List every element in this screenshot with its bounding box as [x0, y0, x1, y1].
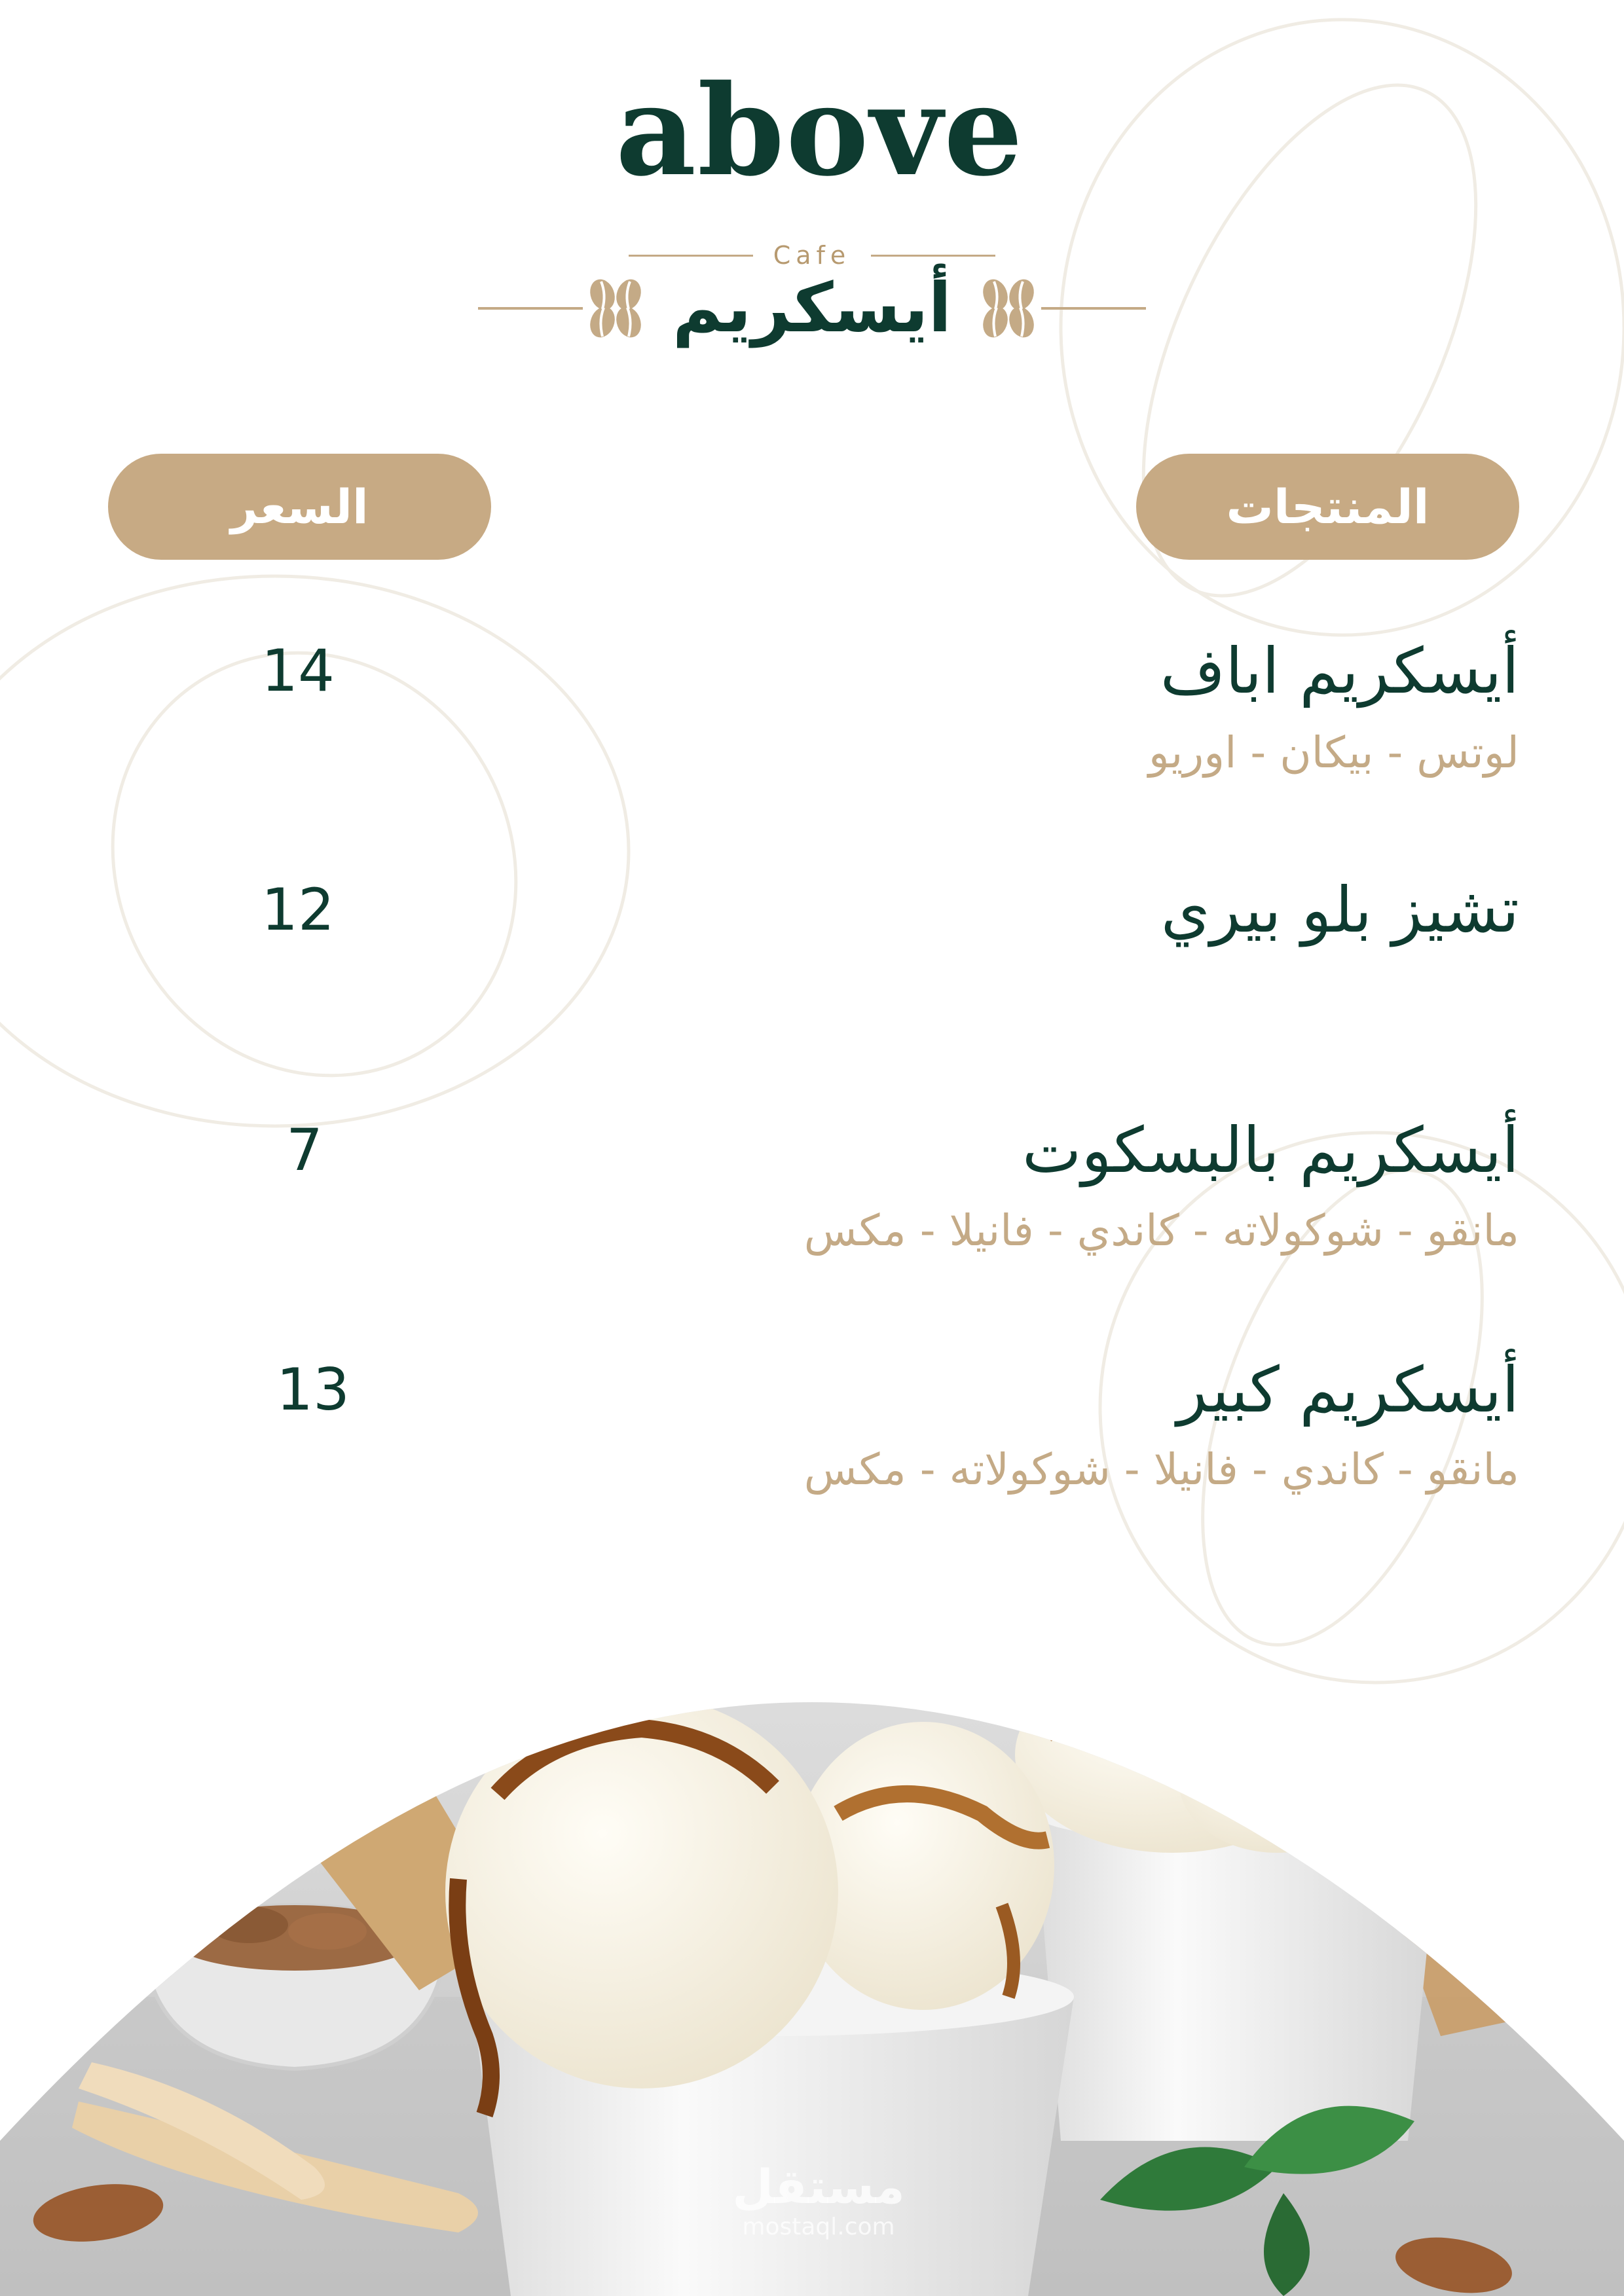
brand-subtitle: Cafe	[773, 241, 851, 270]
brand-name: above	[616, 58, 1024, 204]
menu-item-name: أيسكريم كبير	[1177, 1353, 1519, 1427]
price-header: السعر	[108, 454, 491, 560]
menu-item-price: 13	[276, 1356, 350, 1423]
watermark-arabic: مستقل	[732, 2159, 905, 2214]
menu-item-name: أيسكريم بالبسكوت	[1022, 1114, 1519, 1187]
menu-item-description: لوتس - بيكان - اوريو	[1148, 727, 1519, 778]
watermark	[707, 2160, 930, 2242]
menu-item-price: 12	[261, 876, 335, 943]
divider	[478, 307, 583, 310]
divider	[1041, 307, 1146, 310]
menu-item-description: مانقو - كاندي - فانيلا - شوكولاته - مكس	[803, 1444, 1519, 1495]
menu-item-description: مانقو - شوكولاته - كاندي - فانيلا - مكس	[803, 1205, 1519, 1256]
section-title: أيسكريم	[672, 268, 952, 348]
section-heading	[471, 255, 1153, 360]
watermark-url: mostaql.com	[742, 2214, 895, 2240]
menu-item-price: 14	[261, 637, 335, 704]
coffee-bean-icon	[976, 275, 1041, 340]
brand-logo	[616, 58, 1024, 270]
menu-item-name: أيسكريم اباف	[1160, 634, 1519, 708]
menu-item-name: تشيز بلو بيري	[1160, 873, 1519, 947]
products-header: المنتجات	[1136, 454, 1519, 560]
coffee-bean-icon	[583, 275, 648, 340]
menu-item-price: 7	[286, 1116, 323, 1184]
